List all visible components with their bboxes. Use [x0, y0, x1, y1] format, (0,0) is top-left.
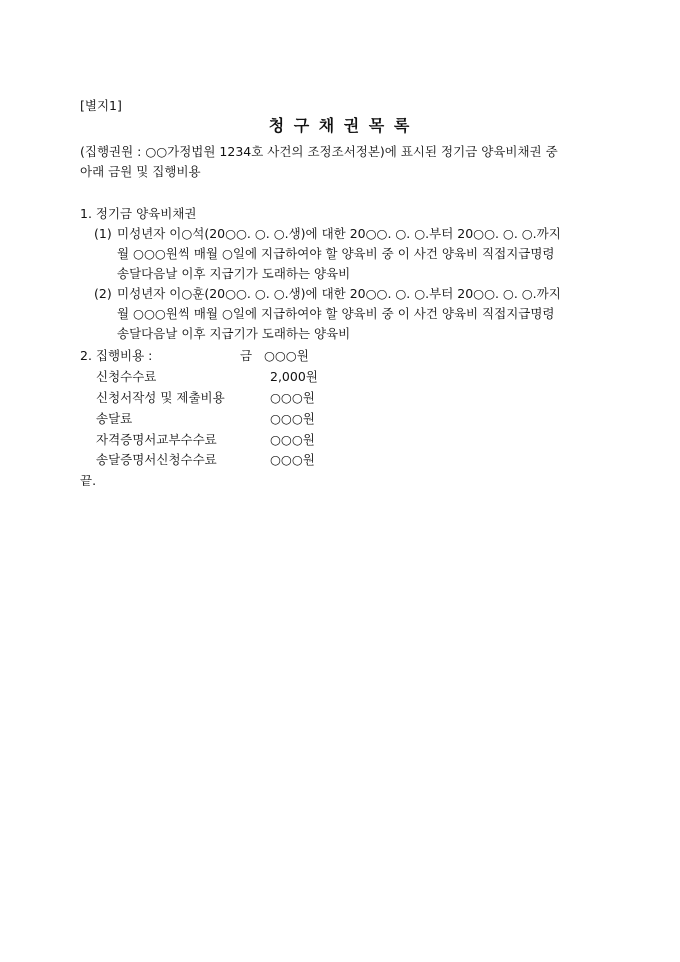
- fee-amount: 2,000원: [270, 369, 318, 384]
- intro-line-2: 아래 금원 및 집행비용: [80, 164, 201, 179]
- fee-label: 신청수수료: [96, 369, 157, 384]
- fee-label: 송달료: [96, 411, 133, 426]
- item-1-line-1: 미성년자 이○석(20○○. ○. ○.생)에 대한 20○○. ○. ○.부터 20○○. ○. ○.까지: [117, 226, 561, 241]
- item-2-number: (2): [94, 286, 112, 301]
- item-2-line-1: 미성년자 이○훈(20○○. ○. ○.생)에 대한 20○○. ○. ○.부터 20○○. ○. ○.까지: [117, 286, 561, 301]
- fee-amount: ○○○원: [270, 411, 315, 426]
- fee-label: 자격증명서교부수수료: [96, 432, 217, 447]
- section-2-total: 금 ○○○원: [240, 348, 309, 363]
- intro-line-1: (집행권원 : ○○가정법원 1234호 사건의 조정조서정본)에 표시된 정기금 양육비채권 중: [80, 144, 558, 159]
- fee-amount: ○○○원: [270, 452, 315, 467]
- item-2-line-2: 월 ○○○원씩 매월 ○일에 지급하여야 할 양육비 중 이 사건 양육비 직접지급명령: [117, 306, 555, 321]
- section-2-heading: 2. 집행비용 :: [80, 348, 153, 363]
- item-2-line-3: 송달다음날 이후 지급기가 도래하는 양육비: [117, 326, 351, 341]
- fee-label: 송달증명서신청수수료: [96, 452, 217, 467]
- fee-amount: ○○○원: [270, 390, 315, 405]
- item-1-line-3: 송달다음날 이후 지급기가 도래하는 양육비: [117, 266, 351, 281]
- item-1-line-2: 월 ○○○원씩 매월 ○일에 지급하여야 할 양육비 중 이 사건 양육비 직접지급명령: [117, 246, 555, 261]
- fee-amount: ○○○원: [270, 432, 315, 447]
- annex-label: [별지1]: [80, 98, 122, 113]
- item-1-number: (1): [94, 226, 112, 241]
- closing-mark: 끝.: [80, 473, 97, 488]
- section-1-heading: 1. 정기금 양육비채권: [80, 206, 197, 221]
- fee-label: 신청서작성 및 제출비용: [96, 390, 225, 405]
- document-title: 청 구 채 권 목 록: [268, 116, 412, 135]
